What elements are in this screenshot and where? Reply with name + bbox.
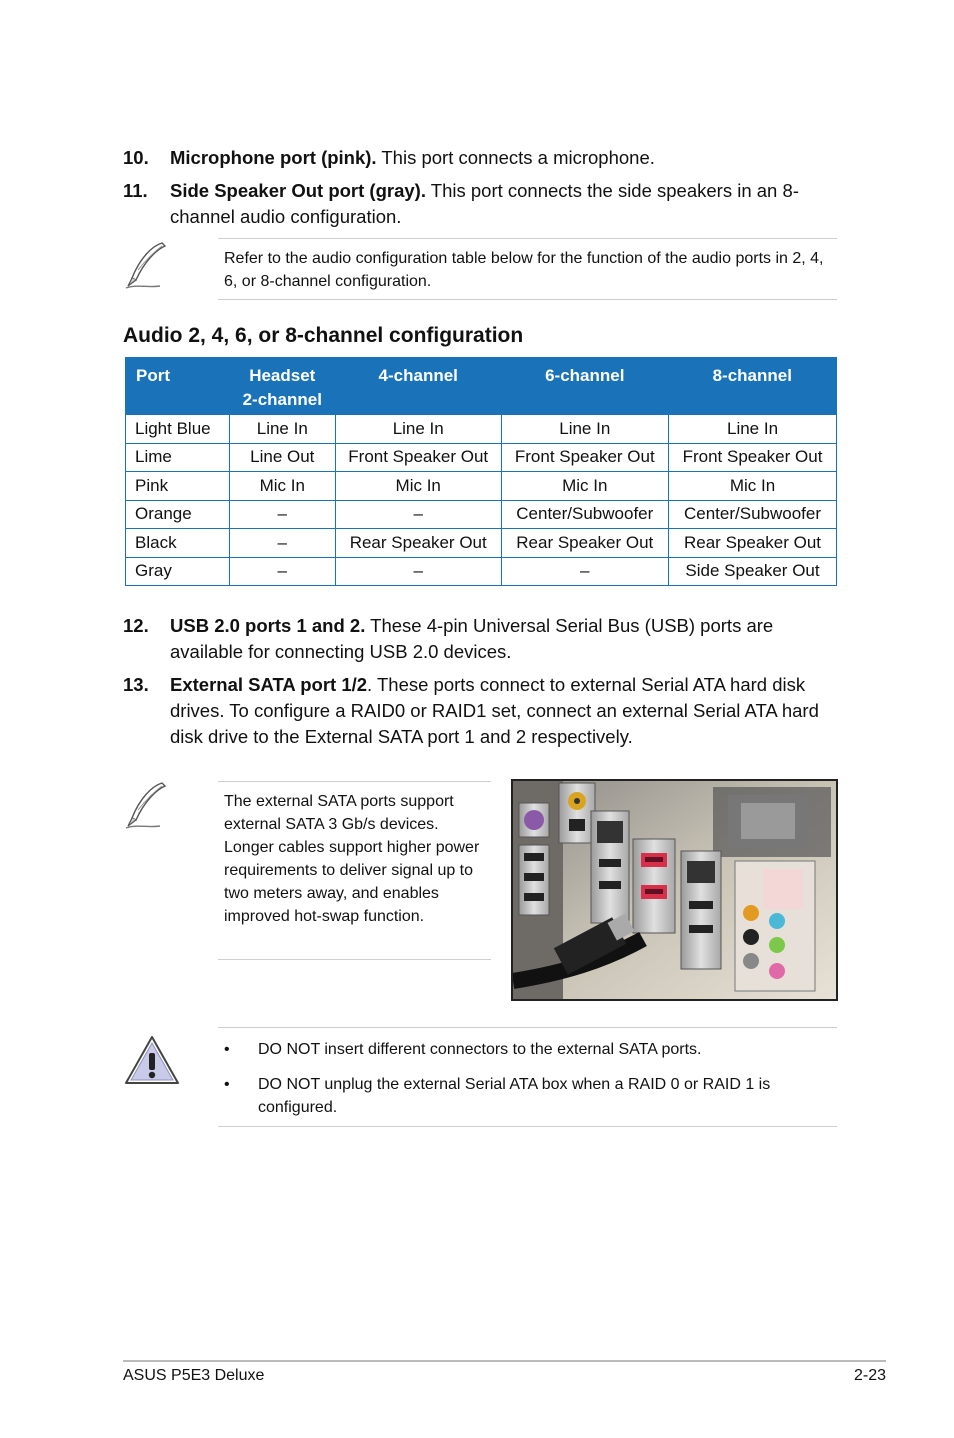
table-row [126,529,837,558]
rear-panel-photo [511,779,838,1001]
caution-text: DO NOT unplug the external Serial ATA box when a RAID 0 or RAID 1 is configured. [258,1076,771,1116]
table-cell: Side Speaker Out [669,557,837,586]
table-cell: – [229,500,335,529]
table-cell: Rear Speaker Out [501,529,668,558]
table-cell: Line In [335,415,501,444]
pencil-note-icon [122,240,170,292]
item-number: 10. [123,147,149,168]
table-cell: Center/Subwoofer [669,500,837,529]
caution-text: DO NOT insert different connectors to the external SATA ports. [258,1041,702,1058]
table-cell: Lime [126,443,230,472]
caution-triangle-icon [122,1033,182,1089]
caution-box [218,1027,837,1127]
list-item-10 [123,145,848,171]
item-heading: Microphone port (pink). [170,147,377,168]
note-text: Refer to the audio configuration table below for the function of the audio ports in 2, 4, 6, or 8-channel configuration. [224,250,824,290]
table-cell: Mic In [501,472,668,501]
note-text: The external SATA ports support external SATA 3 Gb/s devices. Longer cables support higher power requirements to deliver signal up to two meters away, and enables improved hot-swap function. [224,793,480,925]
table-cell: Center/Subwoofer [501,500,668,529]
table-cell: Front Speaker Out [669,443,837,472]
table-row [126,443,837,472]
audio-config-table [125,357,837,586]
item-number: 12. [123,615,149,636]
item-text: This port connects the side speakers in an 8-channel audio configuration. [170,180,799,227]
header-8ch: 8-channel [669,358,837,415]
item-number: 11. [123,180,148,201]
table-cell: Mic In [669,472,837,501]
table-cell: – [501,557,668,586]
list-item-13 [123,672,848,750]
table-cell: Line In [669,415,837,444]
table-row [126,415,837,444]
pencil-note-icon [122,780,170,832]
table-row [126,472,837,501]
list-item-11 [123,178,848,230]
bullet: • [224,1041,230,1058]
table-cell: – [335,500,501,529]
header-4ch: 4-channel [335,358,501,415]
page-number: 2-23 [853,1367,886,1384]
table-cell: Mic In [229,472,335,501]
header-headset-line1: Headset [249,366,316,385]
list-item-12 [123,613,848,665]
item-text: . These ports connect to external Serial ATA hard disk drives. To configure a RAID0 or RAID1 set, connect an external Serial ATA hard disk drive to the External SATA port 1 and 2 respectively. [170,674,819,747]
note-box [218,238,837,300]
table-cell: – [335,557,501,586]
table-cell: Gray [126,557,230,586]
footer-divider [123,1360,886,1362]
item-heading: USB 2.0 ports 1 and 2. [170,615,366,636]
item-text: This port connects a microphone. [376,147,655,168]
table-cell: Front Speaker Out [335,443,501,472]
list-item [218,1073,837,1119]
header-6ch: 6-channel [501,358,668,415]
item-heading: External SATA port 1/2 [170,674,368,695]
table-cell: Pink [126,472,230,501]
table-cell: – [229,529,335,558]
footer-product-name: ASUS P5E3 Deluxe [123,1367,265,1384]
section-title: Audio 2, 4, 6, or 8-channel configuration [123,324,524,347]
table-cell: Black [126,529,230,558]
item-number: 13. [123,674,149,695]
table-header-row [126,358,837,415]
table-cell: Line In [501,415,668,444]
header-port: Port [126,358,230,415]
item-heading: Side Speaker Out port (gray). [170,180,426,201]
table-row [126,500,837,529]
table-row [126,557,837,586]
table-cell: Orange [126,500,230,529]
table-cell: Line Out [229,443,335,472]
note-box [218,781,491,960]
table-cell: – [229,557,335,586]
header-headset [229,358,335,415]
table-cell: Mic In [335,472,501,501]
list-item [218,1038,837,1061]
table-cell: Rear Speaker Out [335,529,501,558]
bullet: • [224,1076,230,1093]
header-headset-line2: 2-channel [242,390,322,409]
table-cell: Rear Speaker Out [669,529,837,558]
table-cell: Line In [229,415,335,444]
table-cell: Front Speaker Out [501,443,668,472]
table-cell: Light Blue [126,415,230,444]
item-text: These 4-pin Universal Serial Bus (USB) ports are available for connecting USB 2.0 devices. [170,615,774,662]
